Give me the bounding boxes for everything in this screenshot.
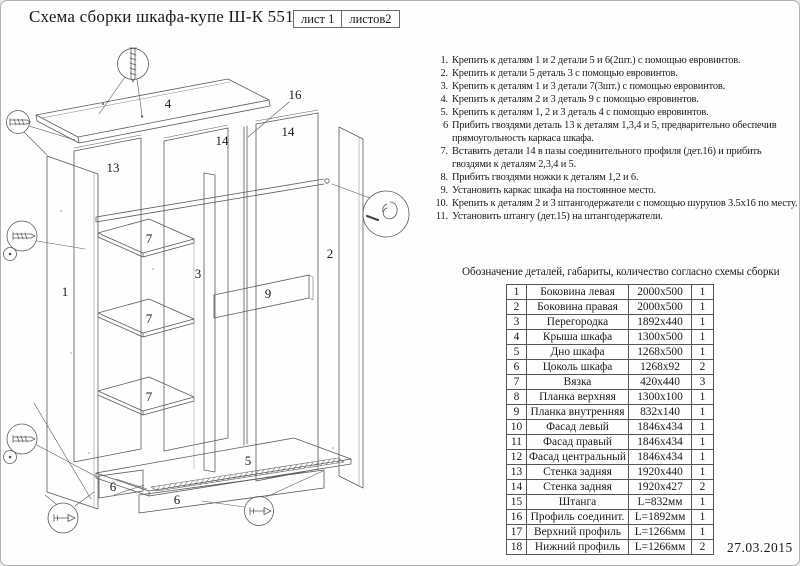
table-cell-num: 17	[507, 525, 527, 540]
table-cell-qty: 3	[692, 375, 714, 390]
table-cell-num: 6	[507, 360, 527, 375]
table-cell-size: 1920х440	[629, 465, 692, 480]
table-row	[507, 315, 714, 330]
table-cell-num: 14	[507, 480, 527, 495]
instruction-item	[423, 67, 800, 80]
sheet-number-box: лист 1	[293, 10, 342, 28]
table-cell-qty: 1	[692, 510, 714, 525]
table-cell-size: L=1892мм	[629, 510, 692, 525]
table-cell-size: 1846х434	[629, 420, 692, 435]
callout-euro-screw-top	[99, 48, 149, 118]
side-panel-left	[47, 156, 98, 509]
hanging-rod	[96, 179, 370, 222]
table-row	[507, 480, 714, 495]
table-cell-qty: 1	[692, 405, 714, 420]
part-label-2: 2	[326, 246, 334, 261]
instruction-number: 10.	[435, 198, 448, 209]
table-cell-size: 1300х500	[629, 330, 692, 345]
table-cell-name: Нижний профиль	[527, 540, 629, 555]
callout-foot-left	[45, 492, 94, 533]
callout-euro-screw-low	[4, 403, 98, 499]
sheets-total-box: листов2	[342, 10, 399, 28]
instruction-number: 9.	[440, 185, 448, 196]
euro-screw-icon	[130, 48, 137, 82]
parts-table-body	[507, 285, 714, 555]
table-cell-size: 1892х440	[629, 315, 692, 330]
table-cell-qty: 1	[692, 420, 714, 435]
instruction-text: Крепить к деталям 2 и 3 деталь 9 с помощью евровинтов.	[452, 94, 699, 105]
page-title: Схема сборки шкафа-купе Ш-К 551	[29, 7, 294, 26]
inner-plank	[214, 275, 313, 318]
bottom-panel	[96, 438, 351, 496]
table-row	[507, 495, 714, 510]
part-label-3: 3	[194, 266, 202, 281]
table-cell-qty: 1	[692, 300, 714, 315]
table-cell-size: 1846х434	[629, 435, 692, 450]
table-cell-qty: 1	[692, 390, 714, 405]
table-cell-size: 832х140	[629, 405, 692, 420]
table-cell-qty: 1	[692, 330, 714, 345]
instruction-item	[423, 93, 800, 106]
table-cell-num: 3	[507, 315, 527, 330]
table-cell-name: Боковина правая	[527, 300, 629, 315]
instruction-number: 3.	[440, 81, 448, 92]
table-cell-name: Стенка задняя	[527, 465, 629, 480]
table-cell-qty: 2	[692, 360, 714, 375]
part-label-5: 5	[244, 453, 252, 468]
table-cell-num: 5	[507, 345, 527, 360]
table-cell-size: L=832мм	[629, 495, 692, 510]
table-cell-name: Дно шкафа	[527, 345, 629, 360]
instruction-text: Установить штангу (дет.15) на штангодержатели.	[452, 211, 663, 222]
table-cell-qty: 1	[692, 495, 714, 510]
table-cell-name: Вязка	[527, 375, 629, 390]
table-cell-num: 10	[507, 420, 527, 435]
table-cell-name: Профиль соединит.	[527, 510, 629, 525]
roof-panel	[36, 79, 270, 143]
part-label-14: 14	[215, 133, 229, 148]
part-label-13: 13	[106, 160, 120, 175]
table-cell-num: 7	[507, 375, 527, 390]
rod-holder-icon	[383, 202, 397, 219]
table-cell-size: 2000х500	[629, 285, 692, 300]
part-label-14: 14	[281, 124, 295, 139]
table-row	[507, 435, 714, 450]
instruction-number: 8.	[440, 172, 448, 183]
table-row	[507, 345, 714, 360]
table-row	[507, 405, 714, 420]
instruction-text: Вставить детали 14 в пазы соединительного профиля (дет.16) и прибить гвоздями к деталям 2,3,4 и 5.	[452, 146, 762, 170]
table-cell-size: L=1266мм	[629, 540, 692, 555]
part-label-7: 7	[145, 311, 153, 326]
table-cell-num: 9	[507, 405, 527, 420]
table-row	[507, 465, 714, 480]
instruction-text: Крепить к деталям 1, 2 и 3 деталь 4 с помощью евровинтов.	[452, 107, 709, 118]
table-row	[507, 525, 714, 540]
instruction-item	[423, 145, 800, 171]
shelves	[98, 219, 194, 469]
table-cell-name: Стенка задняя	[527, 480, 629, 495]
parts-table-caption: Обозначение деталей, габариты, количество согласно схемы сборки	[462, 266, 780, 278]
table-cell-name: Верхний профиль	[527, 525, 629, 540]
instruction-item	[423, 54, 800, 67]
table-cell-qty: 1	[692, 465, 714, 480]
instruction-number: 7.	[440, 146, 448, 157]
table-cell-name: Планка верхняя	[527, 390, 629, 405]
part-label-7: 7	[145, 389, 153, 404]
table-cell-qty: 1	[692, 285, 714, 300]
table-cell-qty: 1	[692, 435, 714, 450]
part-label-16: 16	[288, 87, 302, 102]
euro-screw-icon	[13, 233, 35, 240]
part-label-9: 9	[264, 286, 272, 301]
table-cell-size: 1920х427	[629, 480, 692, 495]
table-row	[507, 360, 714, 375]
euro-screw-icon	[10, 119, 31, 126]
back-panel-13	[74, 135, 141, 462]
instruction-text: Крепить к деталям 1 и 3 детали 7(3шт.) с помощью евровинтов.	[452, 81, 726, 92]
euro-screw-icon	[13, 436, 35, 443]
table-cell-size: 420х440	[629, 375, 692, 390]
instruction-text: Крепить к детали 5 деталь 3 с помощью евровинтов.	[452, 68, 678, 79]
side-panel-right	[339, 127, 363, 488]
instruction-item	[423, 210, 800, 223]
assembly-diagram	[1, 1, 421, 566]
texture-specks	[60, 210, 334, 454]
instructions-list	[423, 54, 800, 223]
table-row	[507, 285, 714, 300]
table-cell-qty: 1	[692, 525, 714, 540]
table-row	[507, 510, 714, 525]
part-label-6: 6	[109, 479, 117, 494]
instruction-text: Крепить к деталям 2 и 3 штангодержатели с помощью шурупов 3.5х16 по месту.	[452, 198, 798, 209]
instruction-item	[423, 197, 800, 210]
table-cell-name: Фасад центральный	[527, 450, 629, 465]
foot-icon	[54, 515, 75, 522]
table-cell-name: Перегородка	[527, 315, 629, 330]
table-cell-qty: 1	[692, 345, 714, 360]
instruction-number: 4.	[440, 94, 448, 105]
table-row	[507, 420, 714, 435]
table-row	[507, 390, 714, 405]
table-cell-qty: 2	[692, 540, 714, 555]
instruction-text: Крепить к деталям 1 и 2 детали 5 и 6(2шт.) с помощью евровинтов.	[452, 55, 741, 66]
instruction-item	[423, 119, 800, 145]
table-cell-size: 2000х500	[629, 300, 692, 315]
table-cell-size: L=1266мм	[629, 525, 692, 540]
table-cell-num: 8	[507, 390, 527, 405]
part-label-7: 7	[145, 231, 153, 246]
plinth-left	[99, 470, 147, 498]
table-row	[507, 300, 714, 315]
instruction-number: 6	[442, 120, 448, 131]
table-cell-num: 18	[507, 540, 527, 555]
callout-euro-screw-mid	[4, 221, 86, 261]
table-cell-size: 1268х92	[629, 360, 692, 375]
table-row	[507, 330, 714, 345]
partition-panel	[204, 173, 215, 472]
instruction-text: Установить каркас шкафа на постоянное место.	[452, 185, 656, 196]
table-cell-name: Цоколь шкафа	[527, 360, 629, 375]
table-cell-name: Фасад правый	[527, 435, 629, 450]
instruction-number: 5.	[440, 107, 448, 118]
table-row	[507, 540, 714, 555]
instruction-text: Прибить гвоздями ножки к деталям 1,2 и 6.	[452, 172, 639, 183]
table-cell-name: Планка внутренняя	[527, 405, 629, 420]
table-cell-name: Крыша шкафа	[527, 330, 629, 345]
parts-table	[506, 284, 714, 555]
date-stamp: 27.03.2015	[727, 540, 793, 555]
instruction-item	[423, 184, 800, 197]
table-cell-qty: 1	[692, 315, 714, 330]
table-cell-num: 4	[507, 330, 527, 345]
table-cell-num: 1	[507, 285, 527, 300]
table-cell-name: Боковина левая	[527, 285, 629, 300]
instruction-item	[423, 106, 800, 119]
instruction-number: 11.	[435, 211, 448, 222]
table-cell-size: 1300х100	[629, 390, 692, 405]
table-row	[507, 375, 714, 390]
table-cell-name: Штанга	[527, 495, 629, 510]
table-cell-name: Фасад левый	[527, 420, 629, 435]
table-cell-num: 12	[507, 450, 527, 465]
table-cell-qty: 2	[692, 480, 714, 495]
table-cell-size: 1846х434	[629, 450, 692, 465]
table-cell-num: 11	[507, 435, 527, 450]
foot-icon	[250, 508, 271, 515]
part-label-4: 4	[164, 96, 172, 111]
table-cell-size: 1268х500	[629, 345, 692, 360]
callout-rod-holder	[363, 191, 409, 237]
instruction-item	[423, 80, 800, 93]
table-cell-num: 2	[507, 300, 527, 315]
part-label-6: 6	[173, 492, 181, 507]
instruction-item	[423, 171, 800, 184]
instruction-text: Прибить гвоздями деталь 13 к деталям 1,3,4 и 5, предварительно обеспечив прямоугольность каркаса шкафа.	[452, 120, 777, 144]
table-cell-qty: 1	[692, 450, 714, 465]
table-cell-num: 16	[507, 510, 527, 525]
table-cell-num: 13	[507, 465, 527, 480]
table-cell-num: 15	[507, 495, 527, 510]
table-row	[507, 450, 714, 465]
part-label-1: 1	[61, 284, 69, 299]
instruction-number: 2.	[440, 68, 448, 79]
back-panel-14-left	[164, 125, 228, 451]
connecting-profile	[244, 102, 289, 445]
instruction-number: 1.	[440, 55, 448, 66]
